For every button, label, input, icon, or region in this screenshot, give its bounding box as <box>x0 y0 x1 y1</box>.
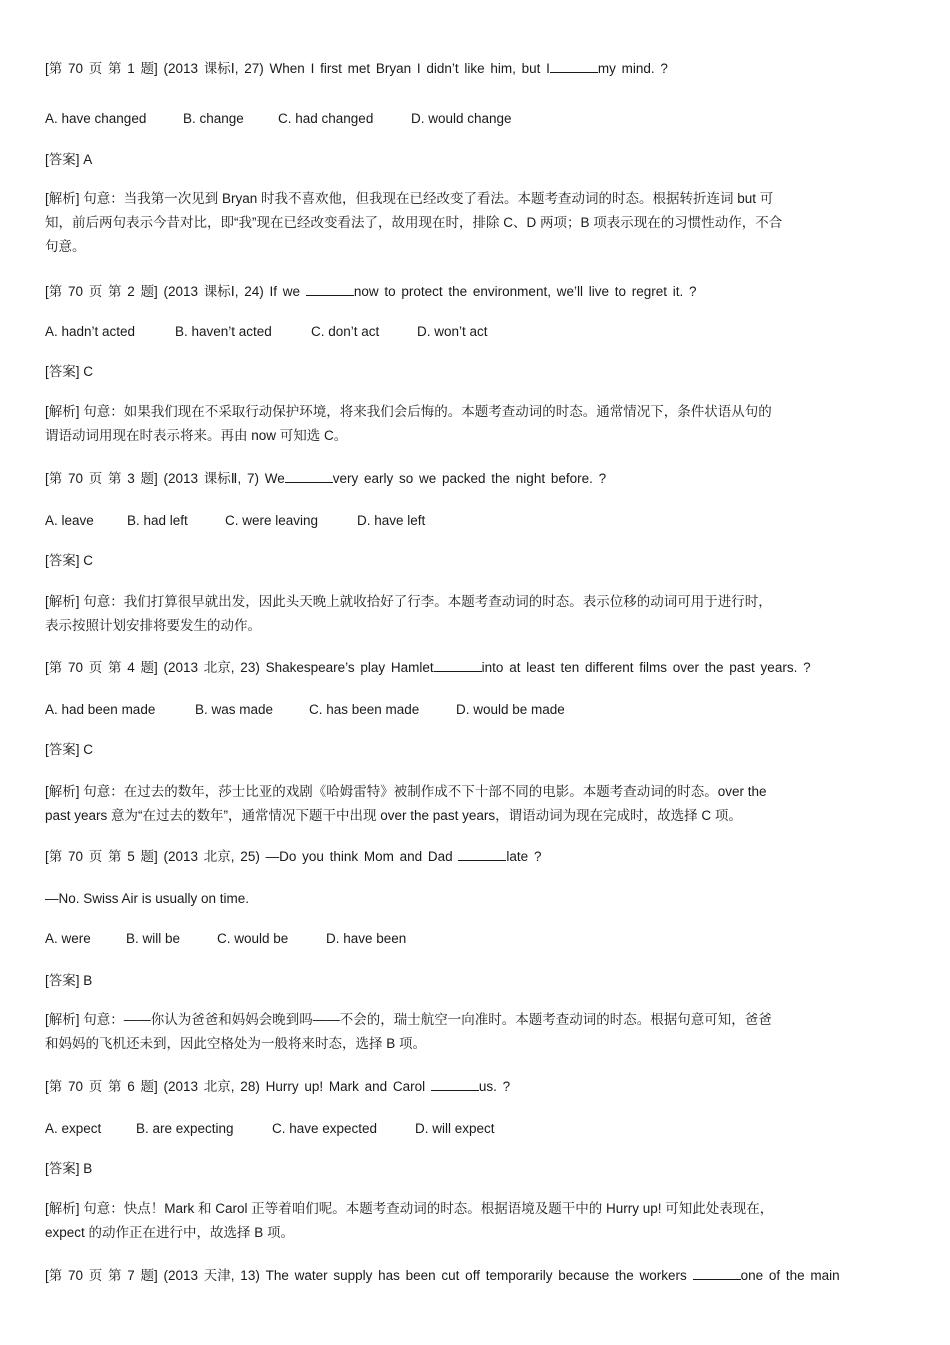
option-d: D. would change <box>411 111 512 126</box>
question-2-options <box>45 323 907 341</box>
option-a: A. have changed <box>45 111 147 126</box>
analysis-line: expect 的动作正在进行中，故选择 B 项。 <box>45 1225 295 1240</box>
option-d: D. have left <box>357 513 426 528</box>
question-5-answer: [答案] B <box>45 973 93 988</box>
option-a: A. had been made <box>45 702 156 717</box>
analysis-line: 和妈妈的飞机还未到，因此空格处为一般将来时态，选择 B 项。 <box>45 1036 427 1051</box>
question-5 <box>45 848 907 866</box>
option-b: B. change <box>183 111 244 126</box>
option-c: C. has been made <box>309 702 420 717</box>
answer-blank <box>431 1078 479 1091</box>
analysis-line: [解析] 句意：——你认为爸爸和妈妈会晚到吗——不会的，瑞士航空一向准时。本题考查动词的时态。根据句意可知，爸爸 <box>45 1012 772 1027</box>
option-a: A. hadn’t acted <box>45 324 136 339</box>
option-b: B. was made <box>195 702 274 717</box>
option-c: C. would be <box>217 931 289 946</box>
question-6-text: [第 70 页 第 6 题] (2013 北京, 28) Hurry up! Mark and Carol <box>45 1079 426 1094</box>
option-b: B. are expecting <box>136 1121 234 1136</box>
question-3-analysis <box>45 590 907 638</box>
option-a: A. leave <box>45 513 94 528</box>
option-c: C. don’t act <box>311 324 380 339</box>
question-5-options <box>45 930 907 948</box>
question-1-text: [第 70 页 第 1 题] (2013 课标Ⅰ, 27) When I first met Bryan I didn’t like him, but I <box>45 61 550 76</box>
question-2-analysis <box>45 400 907 448</box>
question-2 <box>45 283 907 301</box>
question-5-analysis <box>45 1008 907 1056</box>
question-1-tail: my mind. ? <box>597 61 668 76</box>
analysis-line: 知，前后两句表示今昔对比，即“我”现在已经改变看法了，故用现在时，排除 C、D 两项；B 项表示现在的习惯性动作，不合 <box>45 215 783 230</box>
question-6 <box>45 1078 907 1096</box>
option-a: A. were <box>45 931 91 946</box>
question-6-tail: us. ? <box>478 1079 511 1094</box>
option-a: A. expect <box>45 1121 102 1136</box>
question-1-options <box>45 110 907 128</box>
analysis-line: past years 意为“在过去的数年”，通常情况下题干中出现 over the past years，谓语动词为现在完成时，故选择 C 项。 <box>45 808 742 823</box>
question-1-analysis <box>45 187 907 259</box>
question-2-answer: [答案] C <box>45 364 94 379</box>
analysis-line: 表示按照计划安排将要发生的动作。 <box>45 618 261 633</box>
question-4-tail: into at least ten different films over the past years. ? <box>481 660 811 675</box>
question-4-analysis <box>45 780 907 828</box>
question-6-analysis <box>45 1197 907 1245</box>
analysis-line: [解析] 句意：如果我们现在不采取行动保护环境，将来我们会后悔的。本题考查动词的时态。通常情况下，条件状语从句的 <box>45 404 772 419</box>
option-c: C. have expected <box>272 1121 378 1136</box>
question-3-tail: very early so we packed the night before. ? <box>332 471 607 486</box>
analysis-line: [解析] 句意：快点！Mark 和 Carol 正等着咱们呢。本题考查动词的时态。根据语境及题干中的 Hurry up! 可知此处表现在， <box>45 1201 774 1216</box>
answer-blank <box>306 283 354 296</box>
option-b: B. had left <box>127 513 188 528</box>
question-3 <box>45 470 907 488</box>
analysis-line: [解析] 句意：在过去的数年，莎士比亚的戏剧《哈姆雷特》被制作成不下十部不同的电影。本题考查动词的时态。over the <box>45 784 767 799</box>
question-1-answer: [答案] A <box>45 152 93 167</box>
question-4 <box>45 659 907 677</box>
question-3-options <box>45 512 907 530</box>
question-6-options <box>45 1120 907 1138</box>
analysis-line: 句意。 <box>45 239 86 254</box>
option-d: D. would be made <box>456 702 565 717</box>
question-3-answer: [答案] C <box>45 553 94 568</box>
question-2-tail: now to protect the environment, we’ll live to regret it. ? <box>353 284 697 299</box>
answer-blank <box>434 659 482 672</box>
question-5-text: [第 70 页 第 5 题] (2013 北京, 25) —Do you think Mom and Dad <box>45 849 453 864</box>
question-4-options <box>45 701 907 719</box>
answer-blank <box>550 60 598 73</box>
question-5-reply: —No. Swiss Air is usually on time. <box>45 891 250 906</box>
option-b: B. haven’t acted <box>175 324 272 339</box>
analysis-line: [解析] 句意：当我第一次见到 Bryan 时我不喜欢他，但我现在已经改变了看法。本题考查动词的时态。根据转折连词 but 可 <box>45 191 774 206</box>
analysis-line: [解析] 句意：我们打算很早就出发，因此头天晚上就收拾好了行李。本题考查动词的时态。表示位移的动词可用于进行时， <box>45 594 772 609</box>
question-1 <box>45 60 907 78</box>
question-2-text: [第 70 页 第 2 题] (2013 课标Ⅰ, 24) If we <box>45 284 301 299</box>
analysis-line: 谓语动词用现在时表示将来。再由 now 可知选 C。 <box>45 428 348 443</box>
answer-blank <box>458 848 506 861</box>
question-4-text: [第 70 页 第 4 题] (2013 北京, 23) Shakespeare’s play Hamlet <box>45 660 434 675</box>
question-7-text: [第 70 页 第 7 题] (2013 天津, 13) The water supply has been cut off temporarily because the workers <box>45 1268 687 1283</box>
option-d: D. will expect <box>415 1121 495 1136</box>
question-7 <box>45 1267 907 1285</box>
option-d: D. won’t act <box>417 324 488 339</box>
option-c: C. were leaving <box>225 513 319 528</box>
option-c: C. had changed <box>278 111 374 126</box>
question-4-answer: [答案] C <box>45 742 94 757</box>
question-7-tail: one of the main <box>740 1268 840 1283</box>
question-3-text: [第 70 页 第 3 题] (2013 课标Ⅱ, 7) We <box>45 471 285 486</box>
answer-blank <box>285 470 333 483</box>
option-b: B. will be <box>126 931 181 946</box>
answer-blank <box>693 1267 741 1280</box>
question-6-answer: [答案] B <box>45 1161 93 1176</box>
question-5-tail: late ? <box>506 849 542 864</box>
option-d: D. have been <box>326 931 407 946</box>
